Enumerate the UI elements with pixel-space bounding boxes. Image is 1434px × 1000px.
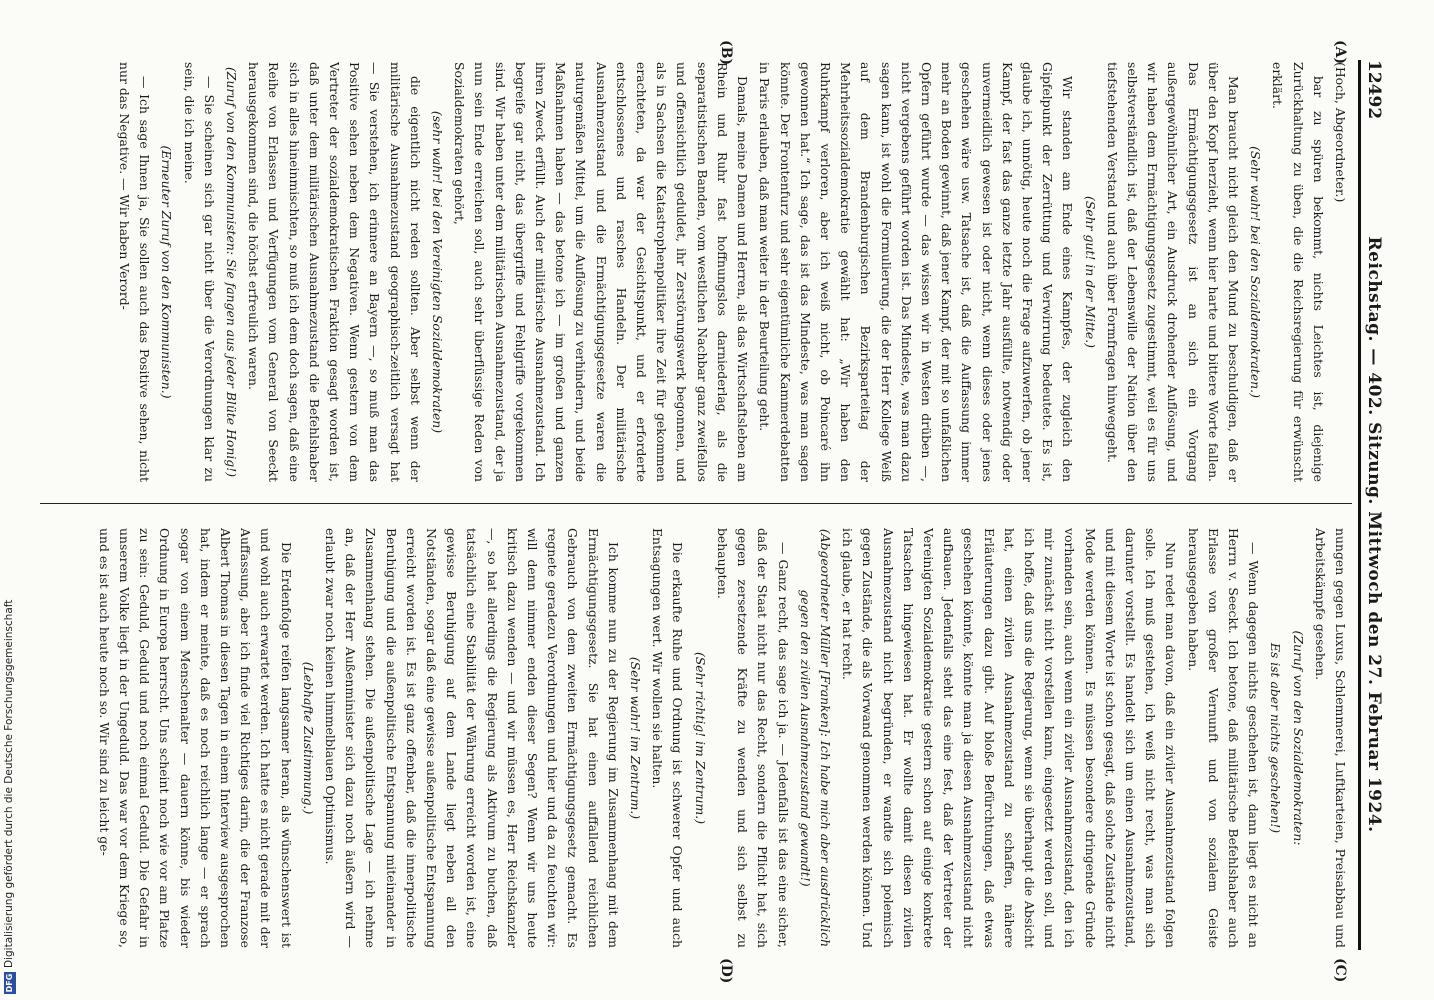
paragraph: bar zu spüren bekommt, nichts Leichtes ist, diejenige Zurückhaltung zu üben, die die Reichsregierung für erwünscht erklärt. xyxy=(1270,62,1326,482)
interjection: (Sehr richtig! im Zentrum.) xyxy=(692,651,708,825)
margin-marker-d: (D) xyxy=(718,958,734,984)
speaker-line: nungen gegen Luxus, Schlemmerei, Luftkarteien, Preisabbau und Arbeitskämpfe gesehen. xyxy=(1312,528,1348,948)
paragraph: Die Erdenfolge reifen langsamer heran, als wünschenswert ist und wohl auch erwartet werden. Ich hatte es nicht gerade mit der Auffassung, aber ich finde viel Richtiges darin, die der Franzose Albert Thomas in diesen Tagen in einem Interview ausgesprochen hat, indem er meinte, daß es noch reichlich lange — er sprach sogar von einem Menschenalter — dauern könne, bis wieder Ordnung in Europa herrscht. Uns scheint noch wie vor am Platze zu sein: Geduld, Geduld und noch einmal Geduld. Die Gefahr in unserem Volke liegt in der Ungeduld. Das war vor dem Kriege so, und es ist auch heute noch so. Wir sind zu leicht ge- xyxy=(96,528,294,948)
margin-marker-c: (C) xyxy=(1332,958,1348,983)
speaker-line: (Hoch, Abgeordneter.) xyxy=(1333,62,1348,203)
dfg-logo-icon: DFG xyxy=(5,973,14,993)
interjection: (Sehr gut! in der Mitte.) xyxy=(1082,195,1098,349)
paragraph: Man braucht nicht gleich den Mund zu beschuldigen, daß er über den Kopf herzieht, wenn hier harte und bittere Worte fallen. Das Ermächtigungsgesetz ist an sich ein Vorgang außergewöhnlicher Art, ein Ausdruck drohender Auflösung, und wir haben dem Ermächtigungsgesetz zugestimmt, weil es für uns selbstverständlich ist, daß der Lebenswille der Nation über den tiefstehenden Verstand und auch über Formfragen hinweggeht. xyxy=(1104,62,1241,482)
interjection: (sehr wahr! bei den Vereinigten Sozialdemokraten) xyxy=(430,110,446,434)
paragraph: — Wenn dagegen nichts geschehen ist, dann liegt es nicht an Herrn v. Seeckt. Ich betone, daß militärische Befehlshaber auch Erlasse von großer Vernunft und von sozialem Geiste herausgegeben haben. xyxy=(1185,528,1262,948)
interjection: (Sehr wahr! im Zentrum.) xyxy=(628,656,644,820)
margin-marker-a: (A) xyxy=(1332,40,1348,65)
interjection: (Lebhafte Zustimmung.) xyxy=(300,661,316,815)
paragraph: Nun redet man davon, daß ein ziviler Ausnahmezustand folgen solle. Ich muß gestehen, ich weiß nicht recht, was man sich darunter vorstellt. Es handelt sich um einen Ausnahmezustand, und mit diesem Worte ist schon gesagt, daß solche Zustände nicht Mode werden können. Es müssen besondere dringende Gründe vorhanden sein, auch wenn ein ziviler Ausnahmezustand, den ich mir zunächst nicht vorstellen kann, eingesetzt werden soll, und ich hoffe, daß uns die Regierung, wenn sie überhaupt die Absicht hat, einen zivilen Ausnahmezustand zu schaffen, nähere Erläuterungen dazu gibt. Auf bloße Befürchtungen, daß etwas geschehen könnte, könnte man ja diesen Ausnahmezustand nicht aufbauen. Jedenfalls steht das eine fest, daß der Vertreter der Vereinigten Sozialdemokratie gestern schon auf einige konkrete Tatsachen hingewiesen hat. Er wollte damit diesen zivilen Ausnahmezustand nicht begründen, er wandte sich polemisch gegen Zustände, die als Vorwand genommen werden können. Und ich glaube, er hat recht. xyxy=(840,528,1179,948)
paragraph: — Ich sage Ihnen ja, Sie sollen auch das Positive sehen, nicht nur das Negative. — Wir haben Verord- xyxy=(117,62,153,482)
interjection: (Sehr wahr! bei den Sozialdemokraten.) xyxy=(1248,146,1264,398)
paragraph: Ich komme nun zu der Regierung im Zusammenhang mit dem Ermächtigungsgesetz. Sie hat einen auffallend reichlichen Gebrauch von dem zweiten Ermächtigungsgesetz gemacht. Es regnete geradezu Verordnungen und hier und da zu feuchten wir: will denn nimmer enden dieser Segen? Wenn wir uns heute kritisch dazu wenden — und wir müssen es, Herr Reichskanzler —, so hat allerdings die Regierung als Aktivum zu buchen, daß tatsächlich eine Stabilität der Währung erreicht worden ist, eine gewisse Beruhigung auf dem Lande liegt neben all den Notständen, sogar daß eine gewisse außenpolitische Entspannung erreicht worden ist. Es ist ganz offenbar, daß die innerpolitische Beruhigung und die außenpolitische Entspannung miteinander in Zusammenhang stehen. Die außenpolitische Lage — ich nehme an, daß der Herr Außenminister sich dazu noch äußern wird — erlaubt zwar noch keinen himmelblauen Optimismus. xyxy=(323,528,621,948)
margin-marker-b: (B) xyxy=(718,40,734,66)
interjection: (Abgeordneter Müller [Franken]: Ich habe mich aber ausdrücklich gegen den zivilen Ausnahmezustand gewandt!) xyxy=(797,528,833,948)
right-column xyxy=(44,528,1350,948)
footer-credit: Digitalisierung gefördert durch die Deutsche Forschungsgemeinschaft xyxy=(3,599,15,968)
paragraph: Damals, meine Damen und Herren, als das Wirtschaftsleben am Rhein und Ruhr fast hoffnungslos darniederlag, als die separatistischen Banden, vom westlichen Nachbar ganz zweifellos und offensichtlich geduldet, ihr Zerstörungswerk begonnen, und als in Sachsen die Katastrophenpolitiker ihre Zeit für gekommen erachteten, da war der Gesichtspunkt, und er erforderte entschlossenes und rasches Handeln. Der militärische Ausnahmezustand und die Ermächtigungsgesetze waren die naturgemäßen Mittel, um die Auflösung zu verhindern, und beide Maßnahmen haben — das betone ich — im großen und ganzen ihren Zweck erfüllt. Auch der militärische Ausnahmezustand. Ich begreife gar nicht, das übergriffe und Fehlgriffe vorgekommen sind. Wir haben unter dem militärischen Ausnahmezustand, der ja nun sein Ende erreichen soll, auch sehr überflüssige Reden von Sozialdemokraten gehört, xyxy=(452,62,751,482)
left-column xyxy=(44,62,1350,482)
page-number: 12492 xyxy=(1364,60,1384,120)
interjection: Es ist aber nichts geschehen!) xyxy=(1268,642,1284,834)
interjection: (Zuruf von den Kommunisten: Sie fangen aus jeder Blüte Honig!) xyxy=(224,66,240,478)
interjection: (Zuruf von den Sozialdemokraten: xyxy=(1290,630,1306,846)
paragraph: Wir standen am Ende eines Kampfes, der zugleich den Gipfelpunkt der Zerrüttung und Verwirrung bedeutete. Es ist, glaube ich, unnötig, heute noch die Frage aufzuwerfen, ob jener Kampf, der fast das ganze letzte Jahr ausfüllte, notwendig oder unvermeidlich gewesen ist oder nicht, wenn dieses oder jenes geschehen wäre usw. Tatsache ist, daß die Auffassung immer mehr an Boden gewinnt, daß jener Kampf, der mit so unfaßlichen Opfern geführt wurde — das wissen wir in Westen drüben —, nicht vergebens geführt worden ist. Das Mindeste, was man dazu sagen kann, ist wohl die Formulierung, die der Herr Kollege Weiß auf dem Brandenburgischen Bezirksparteitag der Mehrheitssozialdemokratie gewählt hat: „Wir haben den Ruhrkampf verloren, aber ich weiß nicht, ob Poincaré ihn gewonnen hat.“ Ich sage, das ist das Mindeste, was man sagen könnte. Der Frontenfurz und sehr eigentümliche Kammerdebatten in Paris erlauben, daß man weiter in der Beurteilung geht. xyxy=(757,62,1076,482)
column-divider xyxy=(40,503,1352,504)
interjection: (Erneuter Zuruf von den Kommunisten.) xyxy=(159,145,175,399)
paragraph: — Sie scheinen sich gar nicht über die Verordnungen klar zu sein, die ich meine. xyxy=(181,62,217,482)
paragraph: die eigentlich nicht reden sollten. Aber selbst wenn der militärische Ausnahmezustand geographisch-zeitlich versagt hat — Sie verstehen, ich erinnere an Bayern —, so muß man das Positive sehen neben dem Negativen. Wenn gestern von dem Vertreter der sozialdemokratischen Fraktion gesagt worden ist, daß unter dem militärischen Ausnahmezustand die Befehlshaber sich in alles hineinmischten, so muß ich dem doch sagen, daß eine Reihe von Erlassen und Verfügungen vom General von Seeckt herausgekommen sind, die höchst erfreulich waren. xyxy=(246,62,423,482)
page-title: Reichstag. — 402. Sitzung. Mittwoch den 27. Februar 1924. xyxy=(1364,236,1384,833)
page-header xyxy=(1358,60,1394,950)
paragraph: — Ganz recht, das sage ich ja. — Jedenfalls ist das eine sicher, daß der Staat nicht nur das Recht, sondern die Pflicht hat, sich gegen zersetzende Kräfte zu wenden und sich selbst zu behaupten. xyxy=(714,528,791,948)
paragraph: Die erkaufte Ruhe und Ordnung ist schwerer Opfer und auch Entsagungen wert. Wir wollen sie halten. xyxy=(650,528,686,948)
